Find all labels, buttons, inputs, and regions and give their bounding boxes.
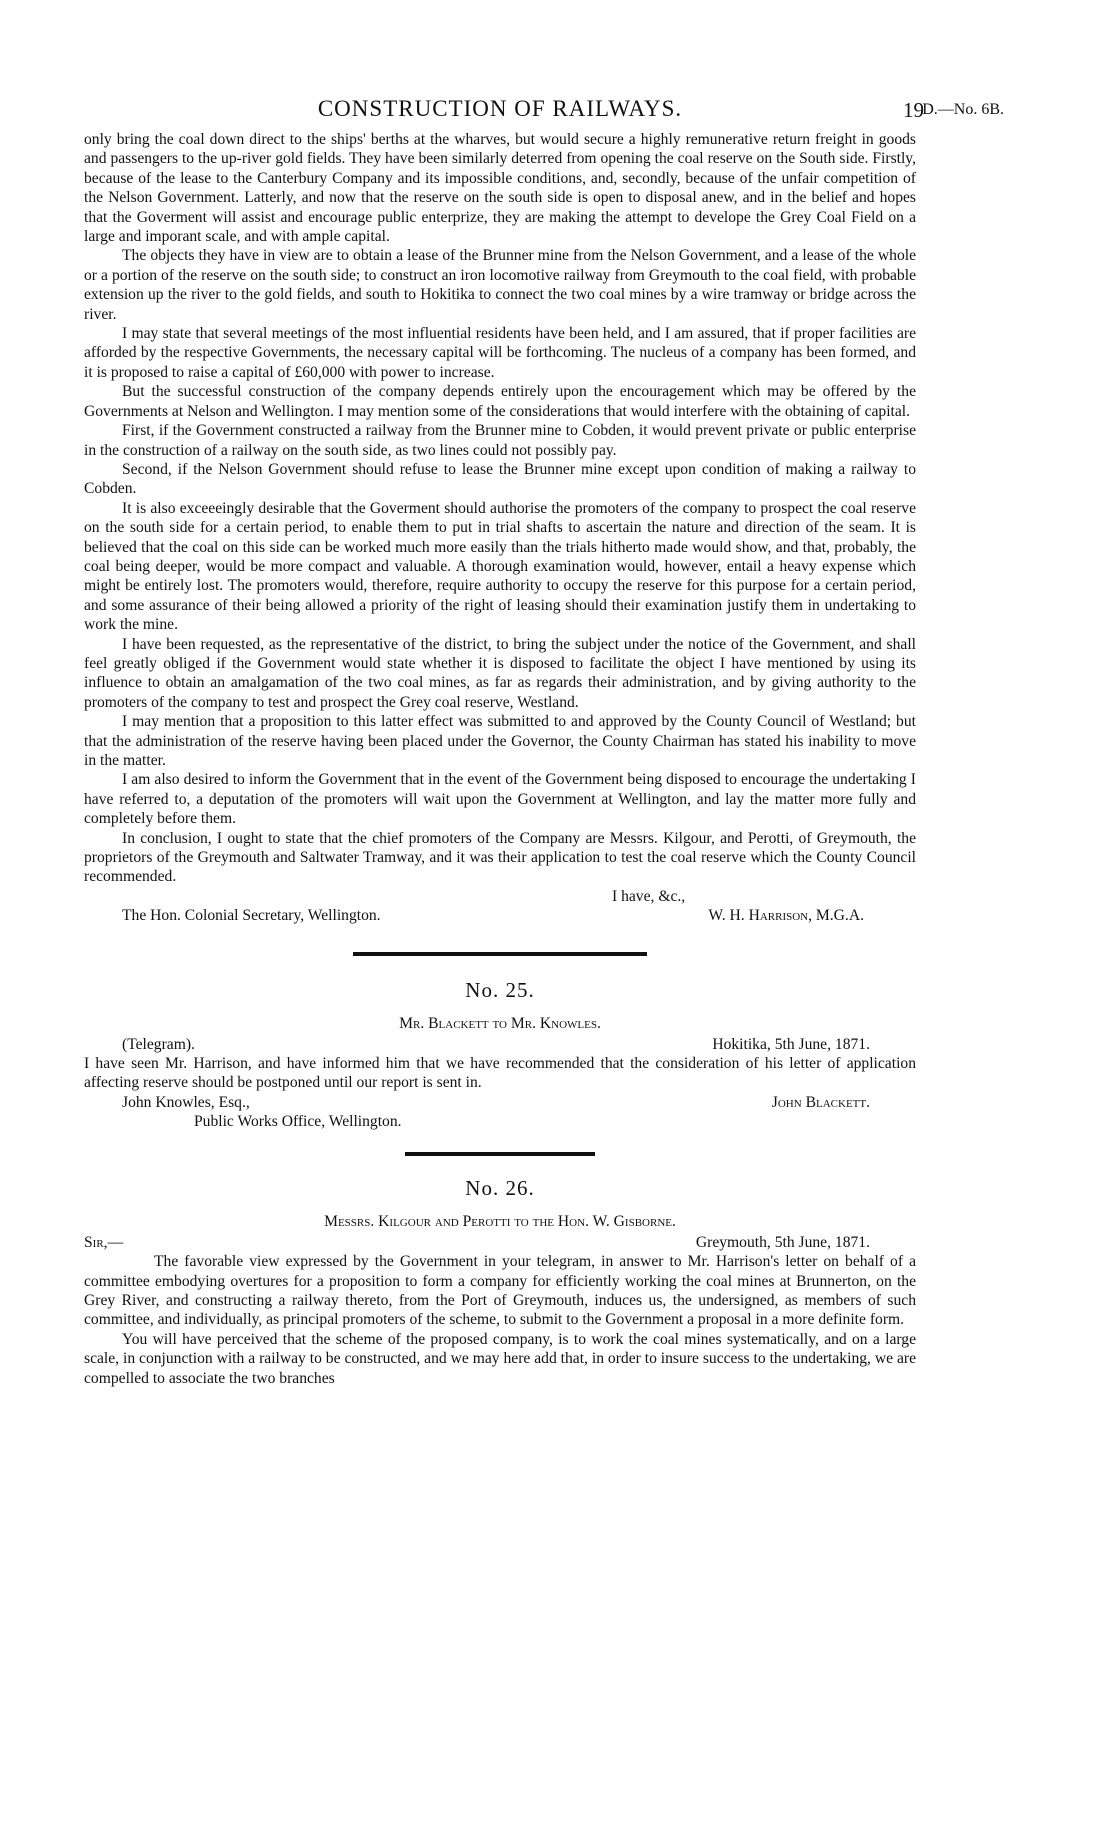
document-page bbox=[84, 96, 1004, 1388]
letter-24-body bbox=[84, 130, 916, 887]
section-divider bbox=[405, 1152, 595, 1156]
paragraph: The objects they have in view are to obtain a lease of the Brunner mine from the Nelson Government, and a lease of the whole or a portion of the reserve on the south side; to construct an iron locomotive railway from Greymouth to the coal field, with probable extension up the river to the gold fields, and south to Hokitika to connect the two coal mines by a wire tramway or bridge across the river. bbox=[84, 247, 916, 323]
paragraph: The favorable view expressed by the Government in your telegram, in answer to Mr. Harrison's letter on behalf of a committee embodying overtures for a proposition to form a company for efficiently working the coal mines at Brunnerton, on the Grey River, and constructing a railway thereto, from the Port of Greymouth, induces us, the undersigned, as members of such committee, and individually, as principal promoters of the scheme, to submit to the Government a proposal in a more definite form. bbox=[84, 1253, 916, 1329]
letter-number: No. 25. bbox=[465, 977, 535, 1002]
paragraph: It is also exceeeingly desirable that the Goverment should authorise the promoters of the company to prospect the coal reserve on the south side for a certain period, to enable them to put in trial shafts to ascertain the nature and direction of the seam. It is believed that the coal on this side can be worked much more easily than the trials hitherto made would show, and that, probably, the coal being deeper, would be more compact and valuable. A thorough examination would, however, entail a heavy expense which might be entirely lost. The promoters would, therefore, require authority to occupy the reserve for this purpose for a certain period, and some assurance of their being allowed a priority of the right of leasing should their examination justify them in undertaking to work the mine. bbox=[84, 499, 916, 634]
document-reference: D.—No. 6B. bbox=[922, 101, 1004, 118]
letter-from-to: Mr. Blackett to Mr. Knowles. bbox=[399, 1014, 601, 1032]
place-date: Greymouth, 5th June, 1871. bbox=[695, 1233, 870, 1251]
section-divider bbox=[353, 952, 647, 956]
letter-type: (Telegram). bbox=[122, 1035, 195, 1053]
paragraph: Second, if the Nelson Government should refuse to lease the Brunner mine except upon condition of making a railway to Cobden. bbox=[84, 460, 916, 498]
addressee: The Hon. Colonial Secretary, Wellington. bbox=[122, 907, 381, 925]
letter-26-body bbox=[84, 1252, 916, 1388]
running-title: CONSTRUCTION OF RAILWAYS. bbox=[317, 96, 683, 121]
page-header bbox=[84, 96, 1004, 130]
paragraph: First, if the Government constructed a railway from the Brunner mine to Cobden, it would prevent private or public enterprise in the construction of a railway on the south side, as two lines could not possibly pay. bbox=[84, 422, 916, 459]
addressee: John Knowles, Esq., bbox=[122, 1093, 250, 1111]
paragraph: I am also desired to inform the Government that in the event of the Government being disposed to encourage the undertaking I have referred to, a deputation of the promoters will wait upon the Government at Wellington, and lay the matter more fully and completely before them. bbox=[84, 771, 916, 828]
letter-25-body bbox=[84, 1054, 916, 1093]
letter-from-to: Messrs. Kilgour and Perotti to the Hon. W. Gisborne. bbox=[324, 1212, 676, 1230]
paragraph: I have seen Mr. Harrison, and have informed him that we have recommended that the consideration of his letter of application affecting reserve should be postponed until our report is sent in. bbox=[84, 1055, 916, 1092]
salutation: Sir,— bbox=[84, 1233, 124, 1251]
paragraph: But the successful construction of the company depends entirely upon the encouragement which may be offered by the Governments at Nelson and Wellington. I may mention some of the considerations that would interfere with the obtaining of capital. bbox=[84, 383, 916, 420]
page-number: 19 bbox=[903, 98, 924, 122]
letter-number: No. 26. bbox=[465, 1175, 535, 1200]
signature: John Blackett. bbox=[771, 1093, 870, 1111]
addressee-office: Public Works Office, Wellington. bbox=[194, 1113, 402, 1131]
paragraph: only bring the coal down direct to the ships' berths at the wharves, but would secure a highly remunerative return freight in goods and passengers to the up-river gold fields. They have been similarly deterred from opening the coal reserve on the South side. Firstly, because of the lease to the Canterbury Company and its impossible conditions, and, secondly, because of the unfair competition of the Nelson Government. Latterly, and now that the reserve on the south side is open to disposal anew, and in the belief and hopes that the Goverment will assist and encourage public enterprize, they are making the attempt to develope the Grey Coal Field on a large and imporant scale, and with ample capital. bbox=[84, 131, 916, 246]
signature: W. H. Harrison, M.G.A. bbox=[708, 907, 864, 925]
letter-24-closing bbox=[84, 887, 916, 926]
paragraph: I may mention that a proposition to this latter effect was submitted to and approved by the County Council of Westland; but that the administration of the reserve having been placed under the Governor, the County Chairman has stated his inability to move in the matter. bbox=[84, 713, 916, 769]
closing-phrase: I have, &c., bbox=[612, 887, 686, 905]
paragraph: In conclusion, I ought to state that the chief promoters of the Company are Messrs. Kilgour, and Perotti, of Greymouth, the proprietors of the Greymouth and Saltwater Tramway, and it was their application to test the coal reserve which the County Council recommended. bbox=[84, 829, 916, 886]
place-date: Hokitika, 5th June, 1871. bbox=[712, 1035, 870, 1053]
paragraph: I have been requested, as the representative of the district, to bring the subject under the notice of the Government, and shall feel greatly obliged if the Government would state whether it is disposed to facilitate the object I have mentioned by using its influence to obtain an amalgamation of the two coal mines, as far as regards their administration, and by giving authority to the promoters of the company to test and prospect the Grey coal reserve, Westland. bbox=[84, 635, 916, 711]
paragraph: I may state that several meetings of the most influential residents have been held, and I am assured, that if proper facilities are afforded by the respective Governments, the necessary capital will be forthcoming. The nucleus of a company has been formed, and it is proposed to raise a capital of £60,000 with power to increase. bbox=[84, 325, 916, 381]
paragraph: You will have perceived that the scheme of the proposed company, is to work the coal mines systematically, and on a large scale, in conjunction with a railway to be constructed, and we may here add that, in order to insure success to the undertaking, we are compelled to associate the two branches bbox=[84, 1330, 916, 1387]
